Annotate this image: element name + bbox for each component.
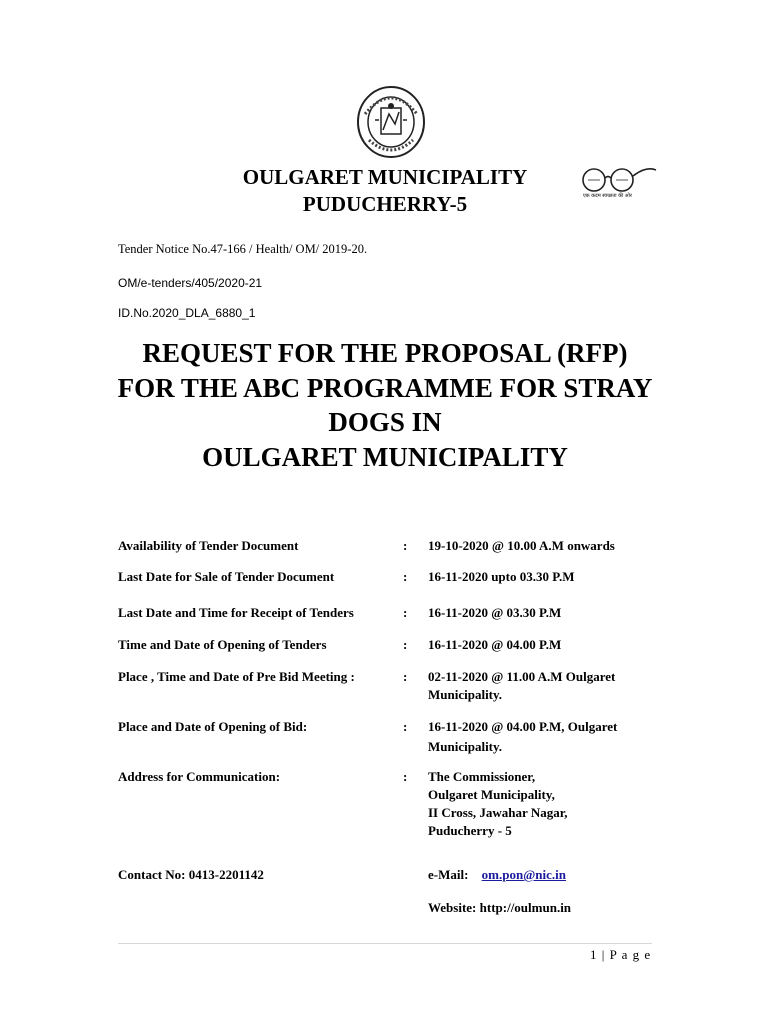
contact-number: Contact No: 0413-2201142: [118, 867, 264, 882]
detail-separator: :: [403, 605, 408, 620]
detail-value-line: 16-11-2020 @ 03.30 P.M: [428, 605, 562, 620]
detail-value: [428, 668, 678, 704]
detail-label: Last Date for Sale of Tender Document: [118, 569, 335, 584]
detail-label: Time and Date of Opening of Tenders: [118, 637, 327, 652]
detail-separator: :: [403, 719, 408, 734]
detail-label: Last Date and Time for Receipt of Tenders: [118, 605, 354, 620]
detail-value: [428, 718, 678, 756]
organization-name: OULGARET MUNICIPALITY: [242, 165, 528, 189]
title-line-2: FOR THE ABC PROGRAMME FOR STRAY: [117, 372, 653, 403]
detail-value-line: Oulgaret Municipality,: [428, 787, 555, 802]
title-line-4: OULGARET MUNICIPALITY: [202, 441, 568, 472]
swachh-bharat-glasses-icon: [580, 164, 660, 206]
title-line-3: DOGS IN: [328, 407, 442, 437]
address-value: [428, 768, 678, 840]
detail-value-line: Puducherry - 5: [428, 823, 512, 838]
detail-value-line: 16-11-2020 @ 04.00 P.M, Oulgaret: [428, 719, 618, 734]
document-title: [100, 336, 670, 474]
organization-city: PUDUCHERRY-5: [302, 192, 468, 216]
detail-separator: :: [403, 669, 408, 684]
detail-label: Place , Time and Date of Pre Bid Meeting :: [118, 669, 355, 684]
etender-reference: OM/e-tenders/405/2020-21: [118, 276, 263, 290]
id-number: ID.No.2020_DLA_6880_1: [118, 306, 256, 320]
detail-label: Place and Date of Opening of Bid:: [118, 719, 308, 734]
detail-value-line: Municipality.: [428, 687, 503, 702]
detail-separator: :: [403, 569, 408, 584]
detail-value-line: The Commissioner,: [428, 769, 536, 784]
website-url[interactable]: http://oulmun.in: [479, 900, 572, 915]
detail-value: [428, 537, 678, 555]
page-number: 1 | P a g e: [590, 947, 652, 962]
detail-separator: :: [403, 637, 408, 652]
detail-value-line: 16-11-2020 upto 03.30 P.M: [428, 569, 575, 584]
tender-notice-number: Tender Notice No.47-166 / Health/ OM/ 2019-20.: [118, 242, 368, 256]
detail-value-line: II Cross, Jawahar Nagar,: [428, 805, 568, 820]
swachh-tagline: एक कदम स्वच्छता की ओर: [583, 193, 632, 199]
detail-value: [428, 568, 678, 586]
detail-separator: :: [403, 538, 408, 553]
detail-value-line: Municipality.: [428, 739, 503, 754]
detail-label: Availability of Tender Document: [118, 538, 299, 553]
detail-label: Address for Communication:: [118, 769, 281, 784]
title-line-1: REQUEST FOR THE PROPOSAL (RFP): [142, 338, 628, 368]
email-label: e-Mail:: [428, 867, 469, 882]
website-label: Website:: [428, 900, 477, 915]
detail-value-line: 19-10-2020 @ 10.00 A.M onwards: [428, 538, 615, 553]
detail-value: [428, 636, 678, 654]
website-line: [428, 899, 678, 917]
detail-separator: :: [403, 769, 408, 784]
footer-divider: [118, 943, 652, 944]
email-link[interactable]: om.pon@nic.in: [481, 867, 567, 882]
municipality-seal-icon: [355, 84, 427, 160]
detail-value-line: 02-11-2020 @ 11.00 A.M Oulgaret: [428, 669, 616, 684]
detail-value-line: 16-11-2020 @ 04.00 P.M: [428, 637, 562, 652]
detail-value: [428, 604, 678, 622]
email-line: [428, 866, 678, 884]
